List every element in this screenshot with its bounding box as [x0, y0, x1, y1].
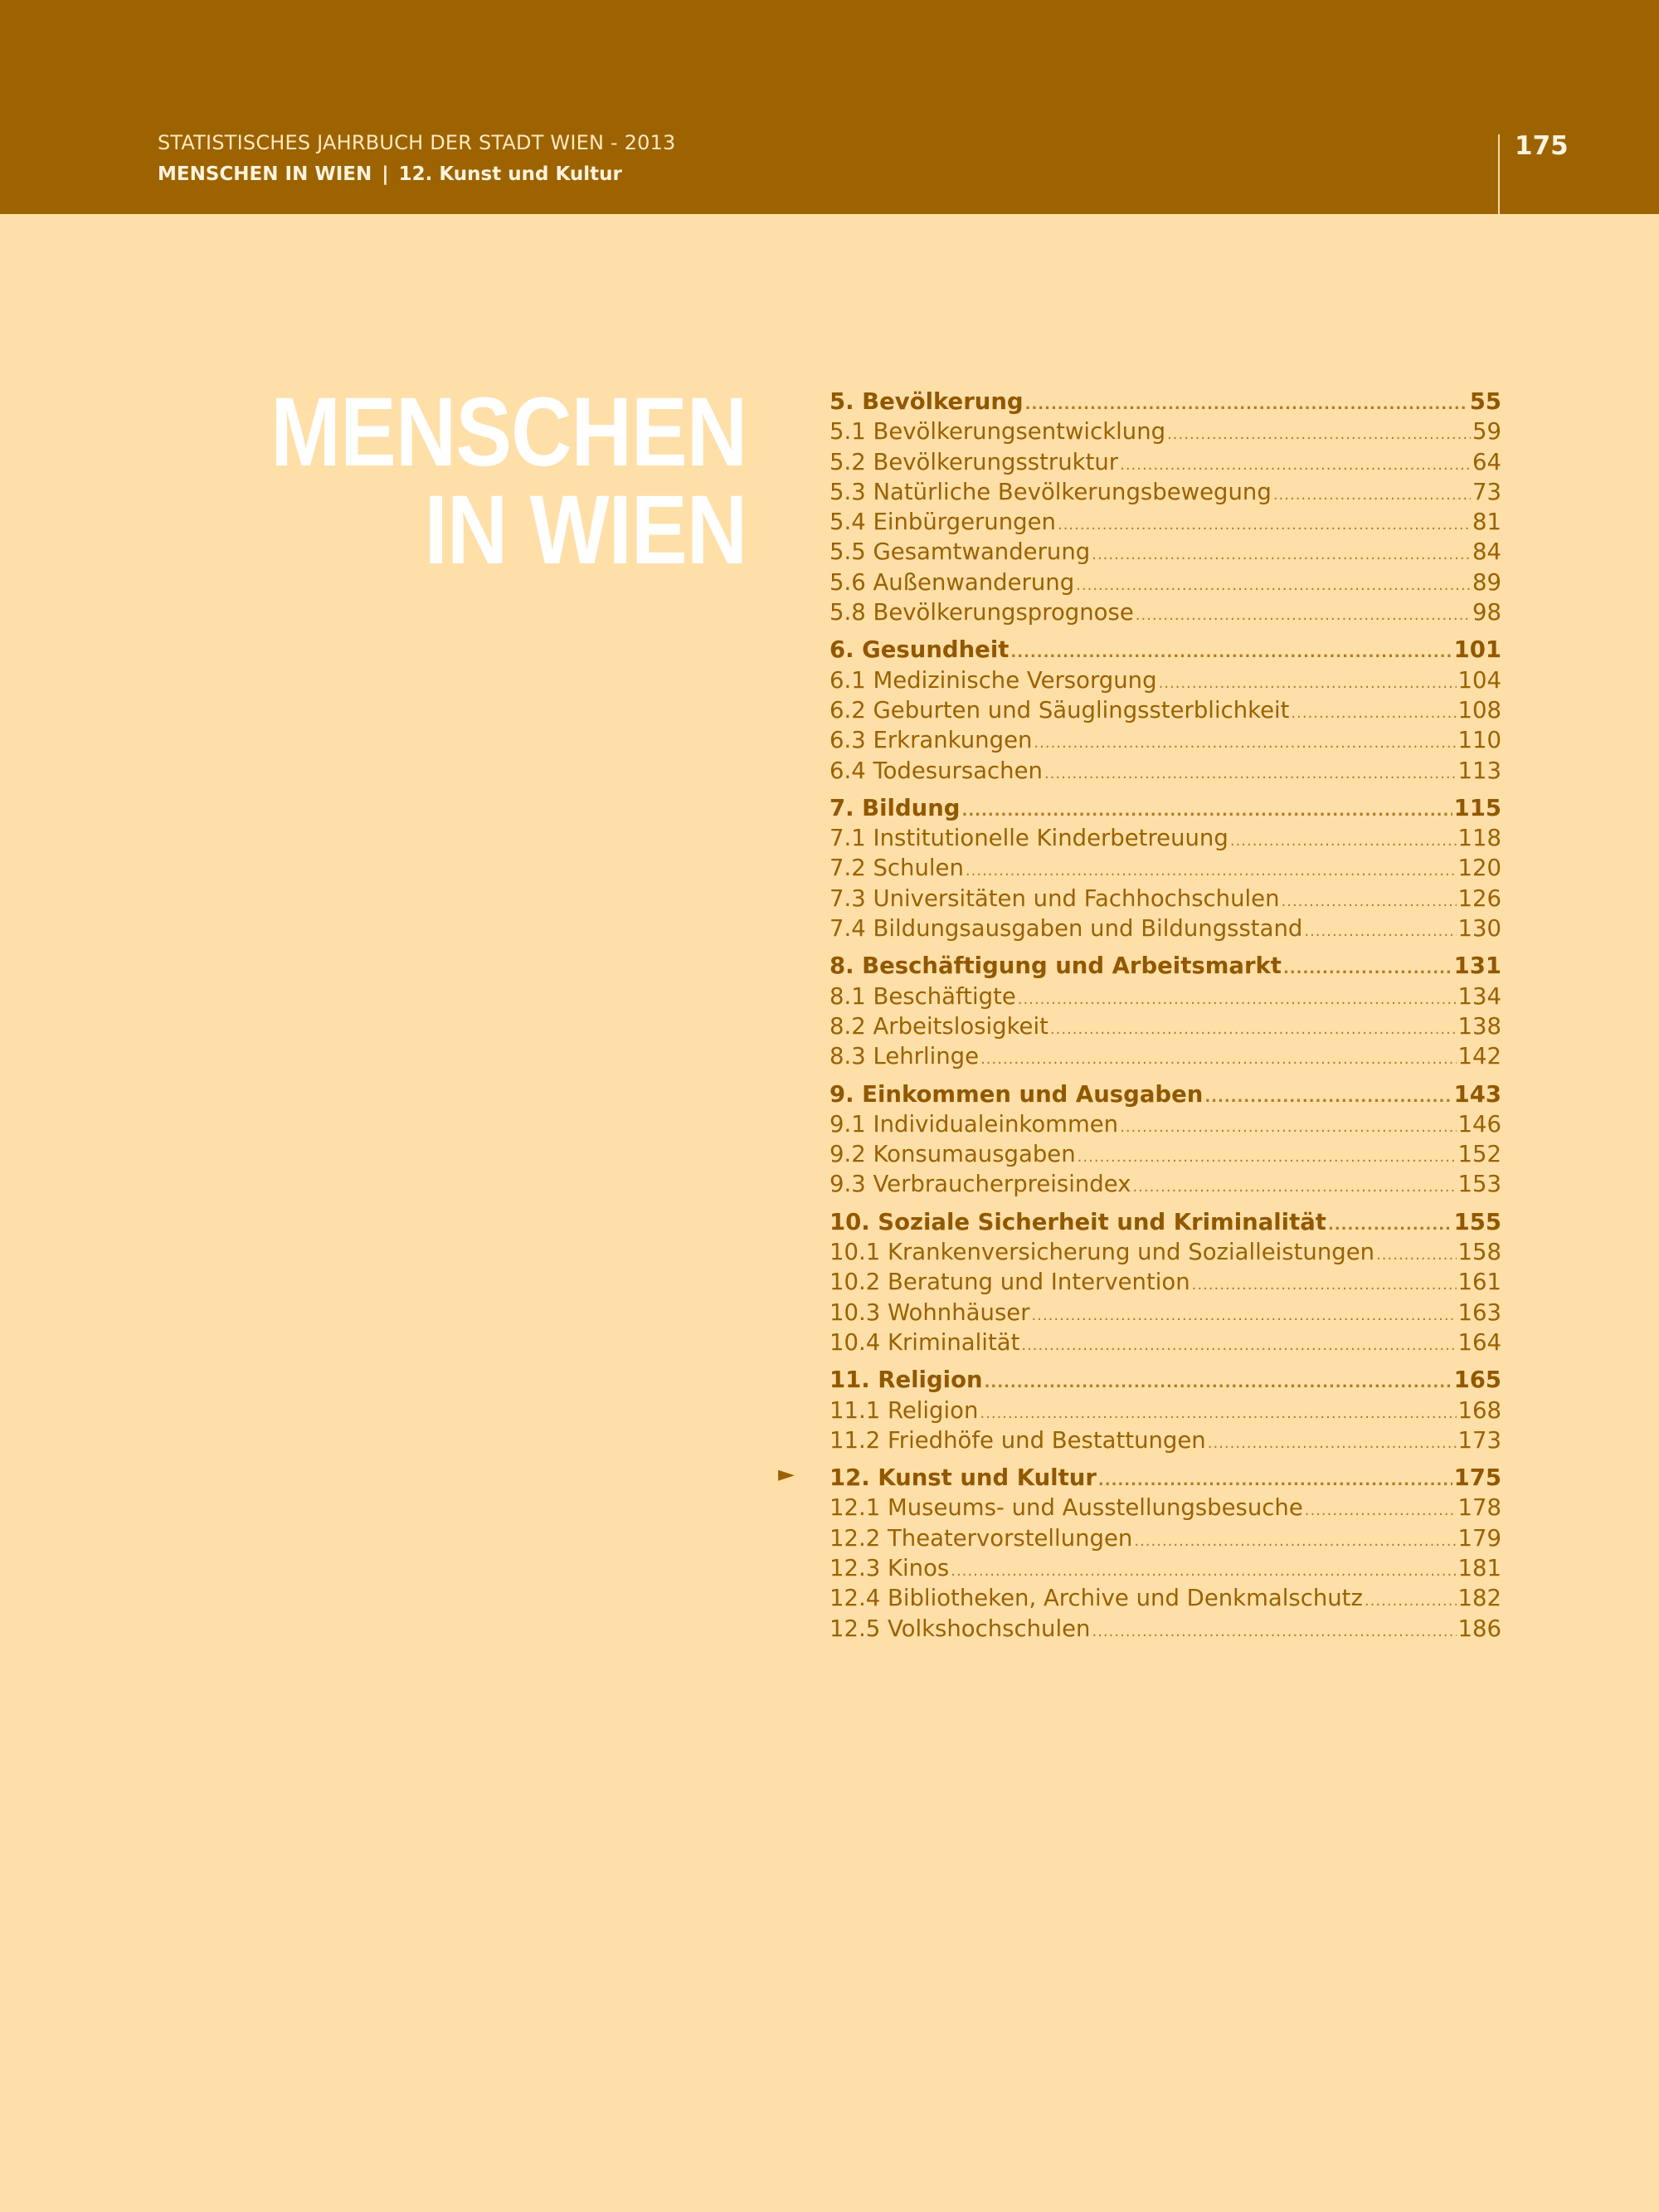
- toc-leader-dots: [1305, 1496, 1457, 1526]
- toc-entry-label: 5. Bevölkerung: [830, 388, 1024, 415]
- toc-leader-dots: [1204, 1083, 1452, 1113]
- toc-entry-label: 8. Beschäftigung und Arbeitsmarkt: [830, 953, 1282, 980]
- toc-entry[interactable]: [830, 1523, 1501, 1553]
- toc-entry-page: 165: [1453, 1367, 1501, 1394]
- toc-entry-page: 130: [1457, 915, 1501, 943]
- toc-entry[interactable]: [830, 1425, 1501, 1455]
- toc-entry[interactable]: [830, 1267, 1501, 1297]
- section-title-line-2: IN WIEN: [424, 475, 747, 585]
- toc-entry[interactable]: [830, 982, 1501, 1011]
- toc-leader-dots: [1136, 601, 1471, 631]
- section-title: [270, 378, 747, 585]
- toc-entry-page: 155: [1453, 1208, 1501, 1235]
- toc-leader-dots: [1044, 759, 1457, 789]
- toc-entry-page: 178: [1457, 1494, 1501, 1522]
- current-chapter-marker-icon: ►: [778, 1462, 795, 1487]
- toc-entry-label: 7. Bildung: [830, 794, 961, 821]
- toc-entry-label: 6. Gesundheit: [830, 636, 1010, 664]
- toc-leader-dots: [1134, 1527, 1456, 1557]
- toc-entry[interactable]: [830, 537, 1501, 567]
- toc-entry[interactable]: [830, 1109, 1501, 1139]
- toc-entry-page: 104: [1457, 666, 1501, 694]
- toc-chapter-entry[interactable]: [830, 951, 1501, 981]
- toc-leader-dots: [1025, 390, 1468, 420]
- toc-entry-page: 101: [1453, 636, 1501, 664]
- toc-leader-dots: [1120, 451, 1471, 480]
- toc-entry-page: 81: [1472, 509, 1501, 536]
- toc-leader-dots: [1058, 510, 1471, 540]
- toc-entry-page: 175: [1453, 1464, 1501, 1492]
- toc-entry[interactable]: [830, 1237, 1501, 1267]
- toc-leader-dots: [1282, 887, 1457, 917]
- toc-chapter-entry[interactable]: [830, 635, 1501, 665]
- toc-leader-dots: [1132, 1172, 1456, 1202]
- section-title-line-1: MENSCHEN: [270, 378, 747, 487]
- toc-entry-page: 158: [1457, 1239, 1501, 1266]
- toc-entry-label: 6.4 Todesursachen: [830, 757, 1043, 784]
- toc-entry-page: 118: [1457, 825, 1501, 852]
- toc-entry-label: 6.1 Medizinische Versorgung: [830, 666, 1157, 694]
- toc-entry[interactable]: [830, 1614, 1501, 1644]
- toc-entry-page: 142: [1457, 1043, 1501, 1070]
- section-name: MENSCHEN IN WIEN: [158, 163, 372, 185]
- toc-entry-page: 110: [1457, 727, 1501, 754]
- toc-entry-page: 181: [1457, 1554, 1501, 1581]
- toc-entry[interactable]: [830, 597, 1501, 627]
- toc-entry-page: 161: [1457, 1269, 1501, 1296]
- toc-leader-dots: [1159, 669, 1457, 699]
- toc-entry-label: 7.3 Universitäten und Fachhochschulen: [830, 884, 1280, 912]
- toc-entry-page: 173: [1457, 1426, 1501, 1454]
- toc-entry-page: 186: [1457, 1615, 1501, 1642]
- toc-entry[interactable]: [830, 823, 1501, 853]
- toc-leader-dots: [1032, 1301, 1457, 1331]
- toc-entry-label: 8.3 Lehrlinge: [830, 1043, 980, 1070]
- toc-entry-label: 9.3 Verbraucherpreisindex: [830, 1171, 1131, 1198]
- toc-chapter-entry[interactable]: [830, 1079, 1501, 1109]
- toc-entry-label: 12.2 Theatervorstellungen: [830, 1524, 1133, 1552]
- toc-entry-page: 134: [1457, 982, 1501, 1010]
- toc-leader-dots: [1328, 1211, 1452, 1240]
- toc-leader-dots: [1078, 1143, 1457, 1172]
- toc-leader-dots: [1291, 699, 1456, 728]
- toc-leader-dots: [1050, 1015, 1457, 1045]
- toc-leader-dots: [1365, 1586, 1457, 1616]
- toc-entry[interactable]: [830, 665, 1501, 695]
- toc-entry-page: 153: [1457, 1171, 1501, 1198]
- toc-entry-page: 168: [1457, 1396, 1501, 1424]
- toc-chapter-entry[interactable]: [830, 387, 1501, 417]
- toc-leader-dots: [1376, 1240, 1456, 1270]
- toc-entry-label: 11.2 Friedhöfe und Bestattungen: [830, 1426, 1206, 1454]
- toc-entry-label: 12.3 Kinos: [830, 1554, 950, 1581]
- toc-entry-label: 5.5 Gesamtwanderung: [830, 538, 1091, 566]
- toc-entry-label: 6.2 Geburten und Säuglingssterblichkeit: [830, 696, 1290, 724]
- toc-leader-dots: [1034, 728, 1456, 758]
- toc-entry[interactable]: [830, 1169, 1501, 1199]
- toc-leader-dots: [980, 1045, 1456, 1074]
- toc-entry[interactable]: [830, 1553, 1501, 1583]
- toc-entry-page: 182: [1457, 1585, 1501, 1612]
- toc-entry-label: 10.3 Wohnhäuser: [830, 1298, 1030, 1326]
- toc-entry[interactable]: [830, 1011, 1501, 1041]
- toc-leader-dots: [1120, 1113, 1456, 1143]
- toc-entry-label: 5.6 Außenwanderung: [830, 568, 1075, 596]
- toc-group: [830, 1207, 1501, 1357]
- toc-entry-label: 10.1 Krankenversicherung und Sozialleistungen: [830, 1239, 1375, 1266]
- toc-entry-label: 5.8 Bevölkerungsprognose: [830, 599, 1134, 626]
- toc-leader-dots: [1021, 1331, 1456, 1361]
- toc-entry-page: 73: [1472, 478, 1501, 505]
- toc-chapter-entry[interactable]: [830, 1365, 1501, 1395]
- toc-entry-label: 7.2 Schulen: [830, 855, 964, 882]
- toc-entry-page: 131: [1453, 953, 1501, 980]
- toc-leader-dots: [962, 797, 1452, 826]
- toc-entry[interactable]: [830, 695, 1501, 725]
- toc-leader-dots: [1098, 1466, 1452, 1496]
- toc-entry-page: 115: [1453, 794, 1501, 821]
- page-header: [0, 0, 1659, 214]
- toc-entry[interactable]: [830, 1493, 1501, 1523]
- toc-leader-dots: [1010, 638, 1452, 668]
- toc-entry-page: 152: [1457, 1141, 1501, 1168]
- toc-leader-dots: [1076, 571, 1471, 601]
- chapter-name: 12. Kunst und Kultur: [398, 163, 622, 185]
- toc-entry-page: 146: [1457, 1110, 1501, 1138]
- toc-entry-label: 10.2 Beratung und Intervention: [830, 1269, 1190, 1296]
- toc-entry-page: 113: [1457, 757, 1501, 784]
- toc-entry-label: 11.1 Religion: [830, 1396, 979, 1424]
- page-number: 175: [1515, 131, 1569, 161]
- toc-entry-page: 59: [1472, 418, 1501, 446]
- toc-entry[interactable]: [830, 477, 1501, 507]
- toc-entry-page: 138: [1457, 1012, 1501, 1040]
- toc-entry-page: 163: [1457, 1298, 1501, 1326]
- toc-entry[interactable]: [830, 853, 1501, 883]
- running-head: [158, 163, 622, 185]
- toc-group: [830, 951, 1501, 1071]
- toc-entry-label: 12.4 Bibliotheken, Archive und Denkmalschutz: [830, 1585, 1363, 1612]
- toc-entry-page: 55: [1469, 388, 1501, 415]
- toc-entry[interactable]: [830, 447, 1501, 477]
- toc-entry-page: 120: [1457, 855, 1501, 882]
- toc-entry[interactable]: [830, 1041, 1501, 1071]
- toc-entry-label: 7.1 Institutionelle Kinderbetreuung: [830, 825, 1228, 852]
- toc-chapter-entry[interactable]: [830, 1463, 1501, 1493]
- publication-title: STATISTISCHES JAHRBUCH DER STADT WIEN - 2013: [158, 131, 676, 154]
- toc-entry-page: 98: [1472, 599, 1501, 626]
- toc-group: [830, 793, 1501, 943]
- toc-entry-page: 179: [1457, 1524, 1501, 1552]
- toc-entry[interactable]: [830, 725, 1501, 755]
- toc-leader-dots: [1167, 420, 1471, 450]
- toc-chapter-entry[interactable]: [830, 1207, 1501, 1237]
- toc-entry[interactable]: [830, 1298, 1501, 1328]
- toc-leader-dots: [966, 856, 1457, 886]
- toc-entry-label: 9.1 Individualeinkommen: [830, 1110, 1119, 1138]
- toc-group: [830, 1079, 1501, 1200]
- toc-leader-dots: [1230, 826, 1457, 856]
- toc-leader-dots: [1304, 917, 1456, 947]
- toc-leader-dots: [980, 1399, 1456, 1429]
- toc-entry-page: 108: [1457, 696, 1501, 724]
- toc-group: [830, 635, 1501, 785]
- toc-leader-dots: [951, 1557, 1456, 1586]
- toc-leader-dots: [1273, 480, 1471, 510]
- running-head-separator: |: [382, 163, 389, 185]
- toc-entry-label: 12. Kunst und Kultur: [830, 1464, 1097, 1492]
- toc-entry-label: 9.2 Konsumausgaben: [830, 1141, 1076, 1168]
- table-of-contents: [830, 387, 1501, 1651]
- toc-entry-label: 8.1 Beschäftigte: [830, 982, 1016, 1010]
- toc-entry-label: 12.1 Museums- und Ausstellungsbesuche: [830, 1494, 1303, 1522]
- toc-entry-page: 89: [1472, 568, 1501, 596]
- toc-leader-dots: [1018, 985, 1457, 1015]
- toc-entry-label: 5.1 Bevölkerungsentwicklung: [830, 418, 1166, 446]
- toc-entry[interactable]: [830, 1328, 1501, 1357]
- toc-entry-label: 10. Soziale Sicherheit und Kriminalität: [830, 1208, 1326, 1235]
- toc-entry-label: 5.2 Bevölkerungsstruktur: [830, 448, 1119, 475]
- toc-entry[interactable]: [830, 1396, 1501, 1425]
- toc-group: [830, 1365, 1501, 1455]
- toc-entry[interactable]: [830, 1139, 1501, 1169]
- toc-entry-label: 12.5 Volkshochschulen: [830, 1615, 1091, 1642]
- toc-chapter-entry[interactable]: [830, 793, 1501, 823]
- toc-entry-label: 10.4 Kriminalität: [830, 1328, 1020, 1356]
- toc-leader-dots: [1092, 540, 1471, 570]
- toc-entry-label: 7.4 Bildungsausgaben und Bildungsstand: [830, 915, 1303, 943]
- toc-entry-label: 5.3 Natürliche Bevölkerungsbewegung: [830, 478, 1272, 505]
- toc-leader-dots: [1208, 1429, 1457, 1459]
- toc-entry-page: 164: [1457, 1328, 1501, 1356]
- toc-leader-dots: [1092, 1617, 1456, 1647]
- toc-leader-dots: [1192, 1270, 1457, 1300]
- toc-entry-page: 126: [1457, 884, 1501, 912]
- toc-entry[interactable]: [830, 884, 1501, 914]
- toc-entry[interactable]: [830, 568, 1501, 597]
- toc-entry-page: 84: [1472, 538, 1501, 566]
- toc-entry[interactable]: [830, 756, 1501, 786]
- toc-entry[interactable]: [830, 1583, 1501, 1613]
- toc-entry[interactable]: [830, 417, 1501, 446]
- toc-entry[interactable]: [830, 914, 1501, 943]
- toc-leader-dots: [985, 1368, 1452, 1398]
- toc-entry[interactable]: [830, 507, 1501, 537]
- toc-group: [830, 1463, 1501, 1644]
- toc-entry-page: 64: [1472, 448, 1501, 475]
- toc-entry-label: 8.2 Arbeitslosigkeit: [830, 1012, 1048, 1040]
- toc-group: [830, 387, 1501, 627]
- header-divider: [1498, 134, 1500, 214]
- toc-entry-label: 9. Einkommen und Ausgaben: [830, 1080, 1204, 1108]
- toc-entry-label: 11. Religion: [830, 1367, 983, 1394]
- toc-leader-dots: [1283, 954, 1452, 984]
- toc-entry-page: 143: [1453, 1080, 1501, 1108]
- toc-entry-label: 6.3 Erkrankungen: [830, 727, 1033, 754]
- toc-entry-label: 5.4 Einbürgerungen: [830, 509, 1056, 536]
